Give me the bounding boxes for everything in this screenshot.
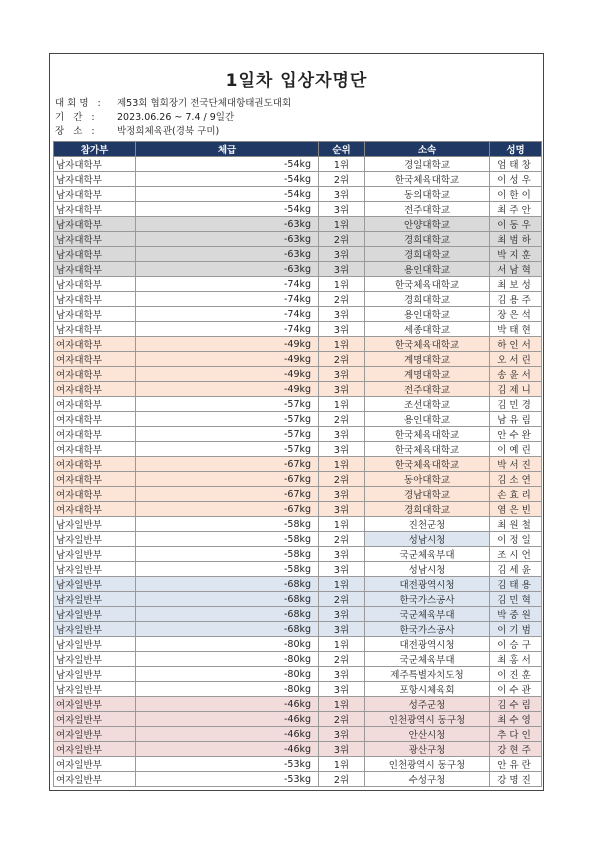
name-cell: 김제니 — [490, 382, 542, 397]
name-cell: 하인서 — [490, 337, 542, 352]
weight-cell: -63kg — [136, 262, 319, 277]
table-row — [54, 397, 542, 412]
division-cell: 남자대학부 — [54, 262, 136, 277]
division-cell: 여자대학부 — [54, 457, 136, 472]
rank-cell: 3위 — [319, 607, 365, 622]
division-cell: 여자대학부 — [54, 367, 136, 382]
name-cell: 최보성 — [490, 277, 542, 292]
table-row — [54, 307, 542, 322]
meta-value: 박정희체육관(경북 구미) — [117, 126, 220, 137]
table-row — [54, 577, 542, 592]
name-cell: 이동우 — [490, 217, 542, 232]
weight-cell: -63kg — [136, 232, 319, 247]
weight-cell: -80kg — [136, 667, 319, 682]
team-cell: 전주대학교 — [365, 382, 490, 397]
weight-cell: -67kg — [136, 487, 319, 502]
meta-event — [55, 97, 291, 110]
rank-cell: 3위 — [319, 442, 365, 457]
table-row — [54, 652, 542, 667]
name-cell: 이승구 — [490, 637, 542, 652]
division-cell: 남자대학부 — [54, 172, 136, 187]
table-row — [54, 742, 542, 757]
weight-cell: -74kg — [136, 322, 319, 337]
weight-cell: -57kg — [136, 412, 319, 427]
table-row — [54, 517, 542, 532]
name-cell: 김세윤 — [490, 562, 542, 577]
name-cell: 강현주 — [490, 742, 542, 757]
table-row — [54, 757, 542, 772]
name-cell: 오서린 — [490, 352, 542, 367]
division-cell: 남자대학부 — [54, 217, 136, 232]
weight-cell: -57kg — [136, 442, 319, 457]
table-row — [54, 202, 542, 217]
division-cell: 남자대학부 — [54, 232, 136, 247]
weight-cell: -63kg — [136, 247, 319, 262]
name-cell: 김태용 — [490, 577, 542, 592]
division-cell: 남자대학부 — [54, 322, 136, 337]
division-cell: 남자일반부 — [54, 562, 136, 577]
table-row — [54, 637, 542, 652]
table-row — [54, 352, 542, 367]
division-cell: 남자대학부 — [54, 292, 136, 307]
rank-cell: 3위 — [319, 682, 365, 697]
team-cell: 조선대학교 — [365, 397, 490, 412]
table-row — [54, 322, 542, 337]
table-row — [54, 457, 542, 472]
table-row — [54, 622, 542, 637]
division-cell: 남자일반부 — [54, 547, 136, 562]
team-cell: 국군체육부대 — [365, 607, 490, 622]
team-cell: 한국체육대학교 — [365, 457, 490, 472]
name-cell: 최범하 — [490, 232, 542, 247]
rank-cell: 2위 — [319, 772, 365, 787]
name-cell: 김용주 — [490, 292, 542, 307]
weight-cell: -46kg — [136, 712, 319, 727]
weight-cell: -74kg — [136, 292, 319, 307]
division-cell: 여자일반부 — [54, 757, 136, 772]
table-row — [54, 607, 542, 622]
rank-cell: 1위 — [319, 517, 365, 532]
team-cell: 성남시청 — [365, 562, 490, 577]
weight-cell: -46kg — [136, 742, 319, 757]
team-cell: 제주특별자치도청 — [365, 667, 490, 682]
team-cell: 경희대학교 — [365, 247, 490, 262]
team-cell: 포항시체육회 — [365, 682, 490, 697]
division-cell: 남자대학부 — [54, 307, 136, 322]
header-team: 소속 — [365, 142, 490, 157]
team-cell: 전주대학교 — [365, 202, 490, 217]
team-cell: 경남대학교 — [365, 487, 490, 502]
table-row — [54, 472, 542, 487]
rank-cell: 3위 — [319, 727, 365, 742]
table-row — [54, 247, 542, 262]
team-cell: 인천광역시 동구청 — [365, 712, 490, 727]
table-row — [54, 427, 542, 442]
rank-cell: 2위 — [319, 232, 365, 247]
rank-cell: 1위 — [319, 397, 365, 412]
division-cell: 남자대학부 — [54, 247, 136, 262]
weight-cell: -67kg — [136, 502, 319, 517]
division-cell: 남자일반부 — [54, 637, 136, 652]
table-row — [54, 262, 542, 277]
team-cell: 계명대학교 — [365, 367, 490, 382]
rank-cell: 1위 — [319, 217, 365, 232]
rank-cell: 3위 — [319, 502, 365, 517]
weight-cell: -53kg — [136, 772, 319, 787]
team-cell: 계명대학교 — [365, 352, 490, 367]
table-row — [54, 157, 542, 172]
rank-cell: 2위 — [319, 592, 365, 607]
rank-cell: 3위 — [319, 622, 365, 637]
rank-cell: 1위 — [319, 577, 365, 592]
division-cell: 여자대학부 — [54, 382, 136, 397]
division-cell: 남자일반부 — [54, 592, 136, 607]
division-cell: 여자대학부 — [54, 412, 136, 427]
name-cell: 김소연 — [490, 472, 542, 487]
table-row — [54, 172, 542, 187]
rank-cell: 1위 — [319, 757, 365, 772]
rank-cell: 3위 — [319, 547, 365, 562]
name-cell: 엄태창 — [490, 157, 542, 172]
rank-cell: 3위 — [319, 427, 365, 442]
table-row — [54, 337, 542, 352]
rank-cell: 1위 — [319, 277, 365, 292]
rank-cell: 3위 — [319, 367, 365, 382]
table-row — [54, 592, 542, 607]
weight-cell: -49kg — [136, 352, 319, 367]
weight-cell: -46kg — [136, 727, 319, 742]
table-row — [54, 772, 542, 787]
team-cell: 국군체육부대 — [365, 652, 490, 667]
division-cell: 남자일반부 — [54, 607, 136, 622]
team-cell: 국군체육부대 — [365, 547, 490, 562]
team-cell: 용인대학교 — [365, 307, 490, 322]
rank-cell: 2위 — [319, 172, 365, 187]
meta-label: 기 간 : — [55, 112, 98, 123]
team-cell: 수성구청 — [365, 772, 490, 787]
weight-cell: -58kg — [136, 562, 319, 577]
weight-cell: -54kg — [136, 202, 319, 217]
division-cell: 남자일반부 — [54, 682, 136, 697]
team-cell: 경희대학교 — [365, 502, 490, 517]
table-row — [54, 727, 542, 742]
weight-cell: -67kg — [136, 472, 319, 487]
weight-cell: -49kg — [136, 382, 319, 397]
division-cell: 남자일반부 — [54, 652, 136, 667]
division-cell: 여자일반부 — [54, 772, 136, 787]
weight-cell: -49kg — [136, 367, 319, 382]
rank-cell: 3위 — [319, 667, 365, 682]
name-cell: 장은석 — [490, 307, 542, 322]
division-cell: 여자대학부 — [54, 352, 136, 367]
team-cell: 한국체육대학교 — [365, 337, 490, 352]
rank-cell: 2위 — [319, 292, 365, 307]
division-cell: 여자일반부 — [54, 712, 136, 727]
meta-label: 장 소 : — [55, 126, 98, 137]
name-cell: 박서진 — [490, 457, 542, 472]
weight-cell: -58kg — [136, 532, 319, 547]
table-row — [54, 487, 542, 502]
rank-cell: 3위 — [319, 382, 365, 397]
weight-cell: -68kg — [136, 577, 319, 592]
division-cell: 여자대학부 — [54, 502, 136, 517]
team-cell: 한국체육대학교 — [365, 427, 490, 442]
name-cell: 최주안 — [490, 202, 542, 217]
name-cell: 이예린 — [490, 442, 542, 457]
table-row — [54, 217, 542, 232]
team-cell: 성남시청 — [365, 532, 490, 547]
rank-cell: 3위 — [319, 247, 365, 262]
name-cell: 박지훈 — [490, 247, 542, 262]
rank-cell: 1위 — [319, 637, 365, 652]
division-cell: 남자일반부 — [54, 622, 136, 637]
weight-cell: -68kg — [136, 592, 319, 607]
name-cell: 김민혁 — [490, 592, 542, 607]
team-cell: 경희대학교 — [365, 232, 490, 247]
division-cell: 여자대학부 — [54, 427, 136, 442]
name-cell: 이정일 — [490, 532, 542, 547]
division-cell: 여자대학부 — [54, 442, 136, 457]
team-cell: 동아대학교 — [365, 472, 490, 487]
table-row — [54, 682, 542, 697]
team-cell: 용인대학교 — [365, 262, 490, 277]
weight-cell: -54kg — [136, 172, 319, 187]
weight-cell: -80kg — [136, 682, 319, 697]
division-cell: 여자일반부 — [54, 697, 136, 712]
rank-cell: 2위 — [319, 352, 365, 367]
rank-cell: 3위 — [319, 322, 365, 337]
name-cell: 이성우 — [490, 172, 542, 187]
team-cell: 진천군청 — [365, 517, 490, 532]
weight-cell: -67kg — [136, 457, 319, 472]
table-row — [54, 187, 542, 202]
table-row — [54, 697, 542, 712]
name-cell: 서남혁 — [490, 262, 542, 277]
team-cell: 안산시청 — [365, 727, 490, 742]
team-cell: 경일대학교 — [365, 157, 490, 172]
rank-cell: 2위 — [319, 472, 365, 487]
table-header-row — [54, 142, 542, 157]
rank-cell: 3위 — [319, 487, 365, 502]
name-cell: 박태현 — [490, 322, 542, 337]
team-cell: 세종대학교 — [365, 322, 490, 337]
rank-cell: 2위 — [319, 712, 365, 727]
weight-cell: -58kg — [136, 547, 319, 562]
rank-cell: 1위 — [319, 457, 365, 472]
rank-cell: 3위 — [319, 187, 365, 202]
table-row — [54, 277, 542, 292]
division-cell: 여자대학부 — [54, 487, 136, 502]
division-cell: 여자일반부 — [54, 742, 136, 757]
division-cell: 남자대학부 — [54, 277, 136, 292]
division-cell: 남자일반부 — [54, 577, 136, 592]
rank-cell: 2위 — [319, 532, 365, 547]
table-row — [54, 532, 542, 547]
weight-cell: -74kg — [136, 277, 319, 292]
team-cell: 용인대학교 — [365, 412, 490, 427]
weight-cell: -46kg — [136, 697, 319, 712]
weight-cell: -57kg — [136, 397, 319, 412]
rank-cell: 1위 — [319, 337, 365, 352]
rank-cell: 1위 — [319, 697, 365, 712]
team-cell: 인천광역시 동구청 — [365, 757, 490, 772]
team-cell: 한국체육대학교 — [365, 277, 490, 292]
name-cell: 이수관 — [490, 682, 542, 697]
name-cell: 강명진 — [490, 772, 542, 787]
division-cell: 남자대학부 — [54, 157, 136, 172]
name-cell: 염은빈 — [490, 502, 542, 517]
weight-cell: -74kg — [136, 307, 319, 322]
team-cell: 동의대학교 — [365, 187, 490, 202]
name-cell: 남유림 — [490, 412, 542, 427]
team-cell: 경희대학교 — [365, 292, 490, 307]
table-row — [54, 367, 542, 382]
name-cell: 조시언 — [490, 547, 542, 562]
division-cell: 남자일반부 — [54, 667, 136, 682]
header-rank: 순위 — [319, 142, 365, 157]
table-row — [54, 412, 542, 427]
division-cell: 남자일반부 — [54, 517, 136, 532]
team-cell: 한국체육대학교 — [365, 442, 490, 457]
table-row — [54, 562, 542, 577]
name-cell: 최원철 — [490, 517, 542, 532]
division-cell: 남자대학부 — [54, 202, 136, 217]
team-cell: 한국체육대학교 — [365, 172, 490, 187]
rank-cell: 2위 — [319, 652, 365, 667]
table-row — [54, 667, 542, 682]
rank-cell: 2위 — [319, 412, 365, 427]
weight-cell: -53kg — [136, 757, 319, 772]
name-cell: 이기범 — [490, 622, 542, 637]
header-division: 참가부 — [54, 142, 136, 157]
team-cell: 한국가스공사 — [365, 622, 490, 637]
name-cell: 송윤서 — [490, 367, 542, 382]
weight-cell: -68kg — [136, 607, 319, 622]
meta-venue — [55, 125, 219, 138]
rank-cell: 3위 — [319, 307, 365, 322]
name-cell: 김민경 — [490, 397, 542, 412]
header-weight: 체급 — [136, 142, 319, 157]
team-cell: 성주군청 — [365, 697, 490, 712]
page-title: 1일차 입상자명단 — [225, 71, 368, 91]
meta-value: 제53회 협회장기 전국단체대항태권도대회 — [117, 98, 292, 109]
weight-cell: -54kg — [136, 157, 319, 172]
rank-cell: 3위 — [319, 562, 365, 577]
weight-cell: -49kg — [136, 337, 319, 352]
name-cell: 이진훈 — [490, 667, 542, 682]
rank-cell: 3위 — [319, 202, 365, 217]
team-cell: 대전광역시청 — [365, 577, 490, 592]
team-cell: 안양대학교 — [365, 217, 490, 232]
table-row — [54, 292, 542, 307]
division-cell: 남자대학부 — [54, 187, 136, 202]
team-cell: 한국가스공사 — [365, 592, 490, 607]
table-row — [54, 442, 542, 457]
table-row — [54, 712, 542, 727]
meta-period — [55, 111, 234, 124]
name-cell: 최홍서 — [490, 652, 542, 667]
name-cell: 추다인 — [490, 727, 542, 742]
weight-cell: -63kg — [136, 217, 319, 232]
results-table — [53, 141, 542, 787]
weight-cell: -58kg — [136, 517, 319, 532]
name-cell: 박중원 — [490, 607, 542, 622]
meta-label: 대회명 : — [55, 98, 104, 109]
table-row — [54, 382, 542, 397]
name-cell: 김수림 — [490, 697, 542, 712]
name-cell: 최수영 — [490, 712, 542, 727]
rank-cell: 3위 — [319, 742, 365, 757]
table-row — [54, 232, 542, 247]
table-row — [54, 502, 542, 517]
division-cell: 여자대학부 — [54, 397, 136, 412]
weight-cell: -57kg — [136, 427, 319, 442]
table-row — [54, 547, 542, 562]
name-cell: 이한이 — [490, 187, 542, 202]
team-cell: 광산구청 — [365, 742, 490, 757]
header-name: 성명 — [490, 142, 542, 157]
division-cell: 남자일반부 — [54, 532, 136, 547]
weight-cell: -80kg — [136, 637, 319, 652]
division-cell: 여자대학부 — [54, 472, 136, 487]
weight-cell: -54kg — [136, 187, 319, 202]
name-cell: 안수완 — [490, 427, 542, 442]
team-cell: 대전광역시청 — [365, 637, 490, 652]
document-frame — [49, 53, 544, 791]
division-cell: 여자대학부 — [54, 337, 136, 352]
weight-cell: -68kg — [136, 622, 319, 637]
rank-cell: 3위 — [319, 262, 365, 277]
weight-cell: -80kg — [136, 652, 319, 667]
name-cell: 안유란 — [490, 757, 542, 772]
name-cell: 손효리 — [490, 487, 542, 502]
division-cell: 여자일반부 — [54, 727, 136, 742]
meta-value: 2023.06.26 ~ 7.4 / 9일간 — [117, 112, 235, 123]
rank-cell: 1위 — [319, 157, 365, 172]
